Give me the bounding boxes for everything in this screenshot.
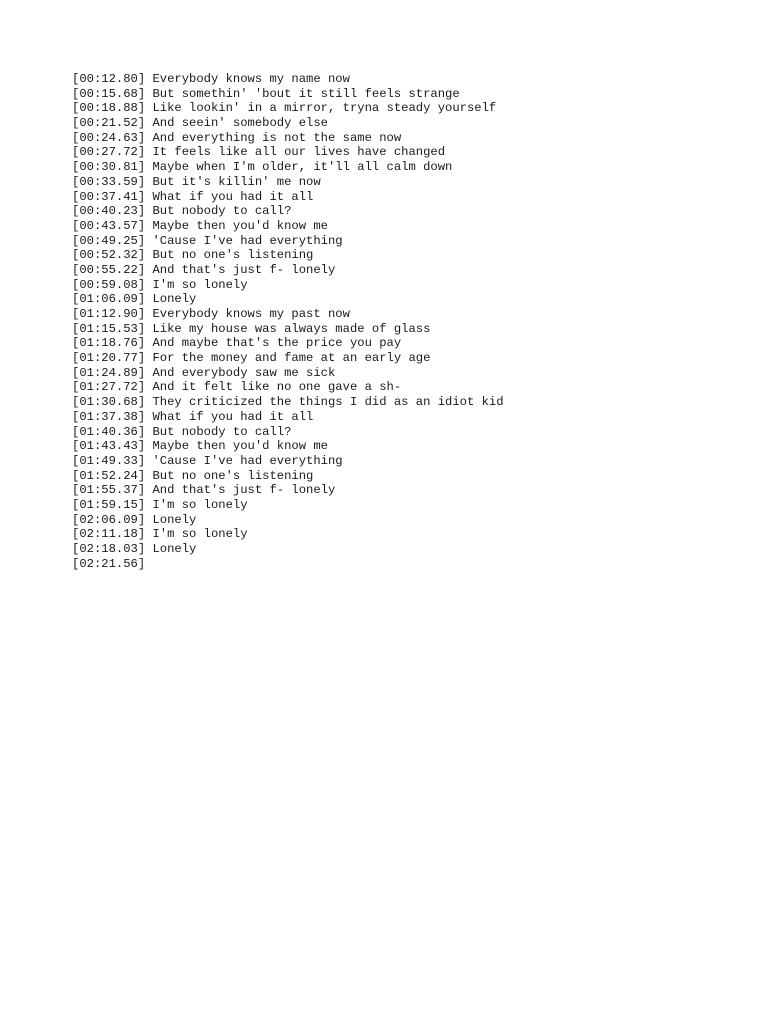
- lyric-line: [72, 190, 504, 205]
- lyric-text: And everything is not the same now: [152, 130, 402, 145]
- lyric-text: Everybody knows my past now: [152, 307, 350, 321]
- lyric-line: [72, 380, 504, 395]
- lyric-line: [72, 131, 504, 146]
- lyric-text: I'm so lonely: [152, 527, 248, 542]
- lyric-timestamp: [02:18.03]: [72, 542, 146, 556]
- lyric-line: [72, 322, 504, 337]
- lyric-timestamp: [00:24.63]: [72, 130, 146, 145]
- lyric-line: [72, 101, 504, 116]
- lyric-line: [72, 513, 504, 528]
- lyric-text: 'Cause I've had everything: [152, 233, 343, 248]
- lyric-text: Lonely: [152, 542, 197, 556]
- lyric-line: [72, 542, 504, 557]
- lyric-text: Lonely: [152, 292, 197, 307]
- lyric-timestamp: [00:43.57]: [72, 218, 146, 233]
- lyric-timestamp: [01:20.77]: [72, 351, 146, 366]
- lyric-timestamp: [00:40.23]: [72, 204, 146, 219]
- lyric-line: [72, 234, 504, 249]
- lyric-timestamp: [01:59.15]: [72, 497, 146, 512]
- lyric-timestamp: [02:06.09]: [72, 512, 146, 527]
- lyric-text: And maybe that's the price you pay: [152, 336, 402, 351]
- lyric-line: [72, 483, 504, 498]
- lyric-text: I'm so lonely: [152, 497, 248, 512]
- lyric-text: But no one's listening: [152, 248, 314, 263]
- lyric-timestamp: [00:37.41]: [72, 189, 146, 204]
- lyric-timestamp: [01:18.76]: [72, 336, 146, 351]
- lyric-line: [72, 307, 504, 322]
- lyric-text: What if you had it all: [152, 189, 314, 204]
- lyric-timestamp: [01:24.89]: [72, 365, 146, 380]
- lyrics-text-block: [72, 72, 504, 571]
- lyric-text: And everybody saw me sick: [152, 365, 336, 380]
- lyric-timestamp: [00:49.25]: [72, 233, 146, 248]
- lyric-line: [72, 336, 504, 351]
- lyric-text: And it felt like no one gave a sh-: [152, 380, 402, 395]
- lyric-timestamp: [01:37.38]: [72, 409, 146, 424]
- lyric-timestamp: [02:21.56]: [72, 556, 146, 571]
- lyric-line: [72, 527, 504, 542]
- lyric-text: But it's killin' me now: [152, 174, 321, 189]
- lyric-timestamp: [00:30.81]: [72, 160, 146, 175]
- lyric-text: And that's just f- lonely: [152, 483, 336, 498]
- lyric-text: But nobody to call?: [152, 204, 292, 219]
- lyric-timestamp: [00:33.59]: [72, 174, 146, 189]
- lyric-line: [72, 439, 504, 454]
- lyric-timestamp: [01:15.53]: [72, 321, 146, 336]
- lyric-line: [72, 557, 504, 572]
- lyric-line: [72, 204, 504, 219]
- lyric-timestamp: [01:12.90]: [72, 307, 146, 321]
- lyric-line: [72, 72, 504, 87]
- lyric-text: Like my house was always made of glass: [152, 321, 431, 336]
- lyric-line: [72, 145, 504, 160]
- lyric-timestamp: [00:15.68]: [72, 86, 146, 101]
- lyric-line: [72, 410, 504, 425]
- lyric-text: They criticized the things I did as an idiot kid: [152, 395, 504, 410]
- lyric-timestamp: [00:21.52]: [72, 116, 146, 131]
- lyric-timestamp: [01:30.68]: [72, 395, 146, 410]
- lyric-line: [72, 366, 504, 381]
- lyric-timestamp: [00:55.22]: [72, 262, 146, 277]
- lyric-timestamp: [00:59.08]: [72, 277, 146, 292]
- lyric-text: Lonely: [152, 512, 197, 527]
- lyric-timestamp: [00:52.32]: [72, 248, 146, 263]
- lyric-text: For the money and fame at an early age: [152, 351, 431, 366]
- lyric-line: [72, 248, 504, 263]
- lyric-timestamp: [00:12.80]: [72, 72, 146, 86]
- lyric-line: [72, 87, 504, 102]
- lyric-timestamp: [02:11.18]: [72, 527, 146, 542]
- lyric-line: [72, 219, 504, 234]
- lyric-line: [72, 278, 504, 293]
- lyric-text: But nobody to call?: [152, 424, 292, 439]
- lyric-timestamp: [01:55.37]: [72, 483, 146, 498]
- lyric-text: Maybe when I'm older, it'll all calm down: [152, 160, 453, 175]
- lyric-line: [72, 469, 504, 484]
- lyric-timestamp: [01:27.72]: [72, 380, 146, 395]
- lyric-timestamp: [00:27.72]: [72, 145, 146, 160]
- lyric-text: And that's just f- lonely: [152, 262, 336, 277]
- lyric-text: But somethin' 'bout it still feels strange: [152, 86, 460, 101]
- lyric-timestamp: [01:40.36]: [72, 424, 146, 439]
- lyric-text: But no one's listening: [152, 468, 314, 483]
- lyric-text: It feels like all our lives have changed: [152, 145, 446, 160]
- lyric-text: Everybody knows my name now: [152, 72, 350, 86]
- lyric-text: 'Cause I've had everything: [152, 453, 343, 468]
- lyric-text: And seein' somebody else: [152, 116, 328, 131]
- lyric-timestamp: [01:43.43]: [72, 439, 146, 454]
- lyric-line: [72, 454, 504, 469]
- lyric-text: I'm so lonely: [152, 277, 248, 292]
- lyric-timestamp: [01:52.24]: [72, 468, 146, 483]
- lyric-line: [72, 351, 504, 366]
- lyric-text: Like lookin' in a mirror, tryna steady yourself: [152, 101, 497, 116]
- lyric-line: [72, 116, 504, 131]
- lyric-text: Maybe then you'd know me: [152, 439, 328, 454]
- lyric-line: [72, 292, 504, 307]
- lyric-line: [72, 498, 504, 513]
- lyric-timestamp: [00:18.88]: [72, 101, 146, 116]
- lyric-line: [72, 425, 504, 440]
- lyric-timestamp: [01:49.33]: [72, 453, 146, 468]
- lyric-line: [72, 395, 504, 410]
- lyric-text: What if you had it all: [152, 409, 314, 424]
- lyric-timestamp: [01:06.09]: [72, 292, 146, 307]
- lyric-line: [72, 263, 504, 278]
- lyric-line: [72, 175, 504, 190]
- lyric-line: [72, 160, 504, 175]
- lyric-text: Maybe then you'd know me: [152, 218, 328, 233]
